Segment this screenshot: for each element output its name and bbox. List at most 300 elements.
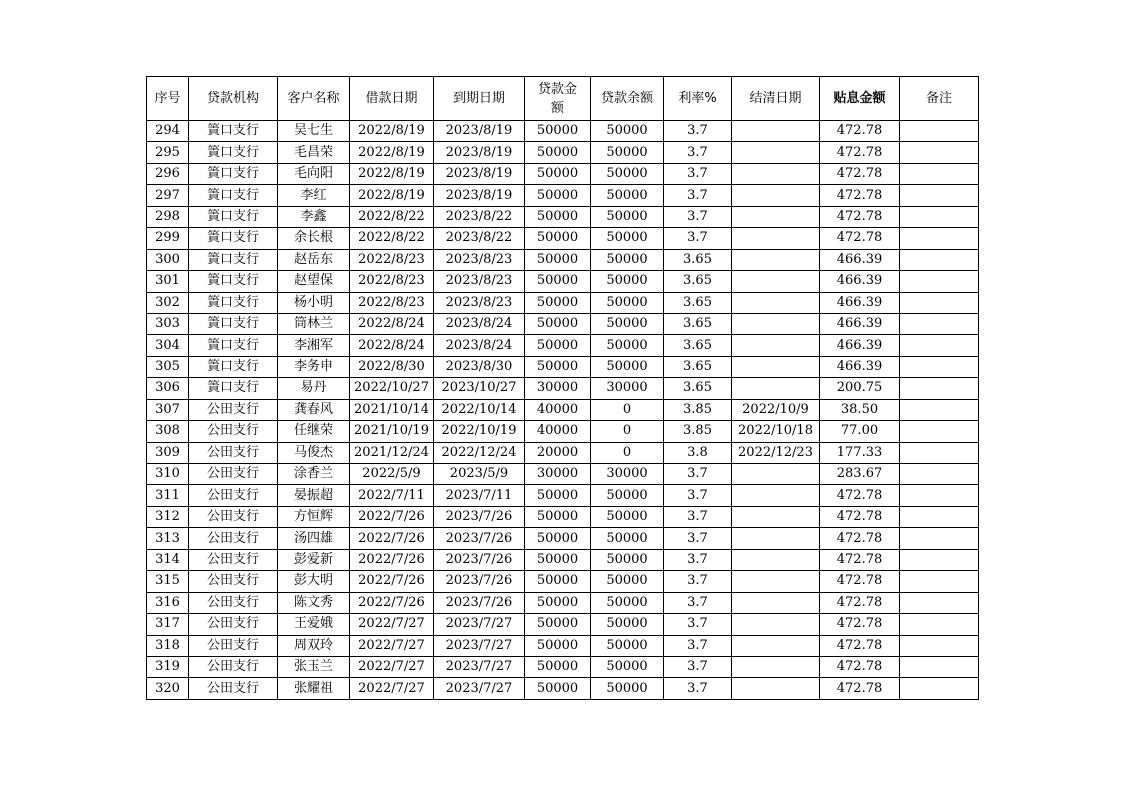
cell-remark bbox=[900, 614, 979, 635]
table-row bbox=[147, 271, 979, 292]
cell-balance: 50000 bbox=[591, 228, 664, 249]
cell-rate: 3.65 bbox=[664, 313, 732, 334]
table-row bbox=[147, 356, 979, 377]
table-row bbox=[147, 335, 979, 356]
table-row bbox=[147, 592, 979, 613]
cell-org: 公田支行 bbox=[189, 442, 278, 463]
cell-org: 公田支行 bbox=[189, 549, 278, 570]
cell-start-date: 2022/7/27 bbox=[350, 678, 434, 699]
cell-customer-name: 汤四雄 bbox=[278, 528, 350, 549]
cell-org: 公田支行 bbox=[189, 678, 278, 699]
cell-amount: 30000 bbox=[525, 378, 591, 399]
cell-rate: 3.7 bbox=[664, 485, 732, 506]
cell-remark bbox=[900, 335, 979, 356]
cell-no: 306 bbox=[147, 378, 189, 399]
cell-amount: 40000 bbox=[525, 399, 591, 420]
cell-org: 篢口支行 bbox=[189, 356, 278, 377]
cell-rate: 3.8 bbox=[664, 442, 732, 463]
table-row bbox=[147, 442, 979, 463]
table-row bbox=[147, 485, 979, 506]
cell-org: 篢口支行 bbox=[189, 249, 278, 270]
cell-remark bbox=[900, 399, 979, 420]
cell-start-date: 2022/8/19 bbox=[350, 121, 434, 142]
cell-customer-name: 筒林兰 bbox=[278, 313, 350, 334]
cell-start-date: 2022/5/9 bbox=[350, 464, 434, 485]
cell-customer-name: 李湘军 bbox=[278, 335, 350, 356]
cell-interest: 77.00 bbox=[820, 421, 900, 442]
cell-remark bbox=[900, 271, 979, 292]
header-clear-date: 结清日期 bbox=[732, 77, 820, 121]
table-row bbox=[147, 549, 979, 570]
cell-no: 307 bbox=[147, 399, 189, 420]
cell-remark bbox=[900, 506, 979, 527]
cell-org: 公田支行 bbox=[189, 464, 278, 485]
cell-rate: 3.65 bbox=[664, 378, 732, 399]
cell-customer-name: 方恒辉 bbox=[278, 506, 350, 527]
loan-interest-table bbox=[146, 76, 979, 700]
cell-interest: 283.67 bbox=[820, 464, 900, 485]
cell-balance: 50000 bbox=[591, 549, 664, 570]
cell-start-date: 2022/8/24 bbox=[350, 335, 434, 356]
table-row bbox=[147, 635, 979, 656]
cell-rate: 3.7 bbox=[664, 592, 732, 613]
cell-org: 公田支行 bbox=[189, 485, 278, 506]
cell-customer-name: 王爱娥 bbox=[278, 614, 350, 635]
cell-no: 309 bbox=[147, 442, 189, 463]
cell-amount: 50000 bbox=[525, 228, 591, 249]
cell-amount: 50000 bbox=[525, 142, 591, 163]
cell-end-date: 2023/7/27 bbox=[434, 614, 525, 635]
cell-interest: 472.78 bbox=[820, 185, 900, 206]
cell-org: 公田支行 bbox=[189, 635, 278, 656]
cell-interest: 472.78 bbox=[820, 206, 900, 227]
cell-customer-name: 彭大明 bbox=[278, 571, 350, 592]
cell-rate: 3.7 bbox=[664, 206, 732, 227]
table-row bbox=[147, 378, 979, 399]
cell-clear-date bbox=[732, 464, 820, 485]
cell-no: 295 bbox=[147, 142, 189, 163]
cell-end-date: 2023/8/19 bbox=[434, 121, 525, 142]
cell-remark bbox=[900, 442, 979, 463]
cell-balance: 50000 bbox=[591, 292, 664, 313]
cell-balance: 50000 bbox=[591, 506, 664, 527]
cell-rate: 3.85 bbox=[664, 399, 732, 420]
cell-org: 公田支行 bbox=[189, 528, 278, 549]
table-row bbox=[147, 185, 979, 206]
table-row bbox=[147, 163, 979, 184]
cell-no: 317 bbox=[147, 614, 189, 635]
cell-start-date: 2022/8/19 bbox=[350, 142, 434, 163]
cell-amount: 50000 bbox=[525, 185, 591, 206]
cell-remark bbox=[900, 485, 979, 506]
cell-customer-name: 陈文秀 bbox=[278, 592, 350, 613]
cell-org: 篢口支行 bbox=[189, 271, 278, 292]
cell-balance: 50000 bbox=[591, 592, 664, 613]
table-row bbox=[147, 313, 979, 334]
cell-clear-date bbox=[732, 506, 820, 527]
cell-balance: 50000 bbox=[591, 335, 664, 356]
cell-end-date: 2023/7/27 bbox=[434, 678, 525, 699]
cell-customer-name: 吴七生 bbox=[278, 121, 350, 142]
header-org: 贷款机构 bbox=[189, 77, 278, 121]
cell-remark bbox=[900, 163, 979, 184]
cell-remark bbox=[900, 549, 979, 570]
cell-interest: 466.39 bbox=[820, 313, 900, 334]
cell-start-date: 2022/7/11 bbox=[350, 485, 434, 506]
cell-clear-date bbox=[732, 592, 820, 613]
cell-balance: 50000 bbox=[591, 528, 664, 549]
cell-clear-date bbox=[732, 549, 820, 570]
cell-remark bbox=[900, 528, 979, 549]
cell-interest: 177.33 bbox=[820, 442, 900, 463]
cell-rate: 3.65 bbox=[664, 356, 732, 377]
cell-balance: 50000 bbox=[591, 313, 664, 334]
cell-clear-date bbox=[732, 228, 820, 249]
header-no: 序号 bbox=[147, 77, 189, 121]
cell-interest: 472.78 bbox=[820, 614, 900, 635]
cell-clear-date bbox=[732, 185, 820, 206]
cell-end-date: 2023/8/19 bbox=[434, 142, 525, 163]
cell-start-date: 2022/8/23 bbox=[350, 271, 434, 292]
cell-remark bbox=[900, 313, 979, 334]
cell-clear-date bbox=[732, 356, 820, 377]
cell-start-date: 2022/8/23 bbox=[350, 249, 434, 270]
cell-remark bbox=[900, 678, 979, 699]
cell-no: 318 bbox=[147, 635, 189, 656]
table-body bbox=[147, 121, 979, 700]
cell-rate: 3.7 bbox=[664, 571, 732, 592]
cell-org: 篢口支行 bbox=[189, 121, 278, 142]
table-row bbox=[147, 506, 979, 527]
table-row bbox=[147, 614, 979, 635]
cell-balance: 50000 bbox=[591, 485, 664, 506]
cell-end-date: 2022/12/24 bbox=[434, 442, 525, 463]
cell-end-date: 2023/7/26 bbox=[434, 592, 525, 613]
cell-balance: 0 bbox=[591, 442, 664, 463]
cell-no: 301 bbox=[147, 271, 189, 292]
table-row bbox=[147, 656, 979, 677]
cell-org: 公田支行 bbox=[189, 571, 278, 592]
cell-no: 297 bbox=[147, 185, 189, 206]
cell-balance: 50000 bbox=[591, 185, 664, 206]
cell-clear-date bbox=[732, 635, 820, 656]
cell-end-date: 2023/8/19 bbox=[434, 185, 525, 206]
cell-start-date: 2022/7/27 bbox=[350, 635, 434, 656]
cell-clear-date bbox=[732, 313, 820, 334]
cell-amount: 50000 bbox=[525, 506, 591, 527]
cell-start-date: 2022/7/26 bbox=[350, 528, 434, 549]
cell-rate: 3.7 bbox=[664, 185, 732, 206]
cell-clear-date: 2022/10/9 bbox=[732, 399, 820, 420]
cell-amount: 50000 bbox=[525, 121, 591, 142]
cell-org: 篢口支行 bbox=[189, 228, 278, 249]
cell-rate: 3.7 bbox=[664, 163, 732, 184]
cell-remark bbox=[900, 121, 979, 142]
cell-end-date: 2023/7/26 bbox=[434, 528, 525, 549]
cell-start-date: 2021/10/19 bbox=[350, 421, 434, 442]
cell-clear-date bbox=[732, 271, 820, 292]
cell-customer-name: 张耀祖 bbox=[278, 678, 350, 699]
cell-org: 公田支行 bbox=[189, 656, 278, 677]
cell-interest: 466.39 bbox=[820, 249, 900, 270]
cell-no: 300 bbox=[147, 249, 189, 270]
cell-customer-name: 晏振超 bbox=[278, 485, 350, 506]
cell-end-date: 2022/10/14 bbox=[434, 399, 525, 420]
cell-customer-name: 赵岳东 bbox=[278, 249, 350, 270]
cell-amount: 50000 bbox=[525, 571, 591, 592]
cell-clear-date bbox=[732, 485, 820, 506]
cell-end-date: 2022/10/19 bbox=[434, 421, 525, 442]
header-name: 客户名称 bbox=[278, 77, 350, 121]
cell-customer-name: 周双玲 bbox=[278, 635, 350, 656]
cell-end-date: 2023/10/27 bbox=[434, 378, 525, 399]
cell-customer-name: 李红 bbox=[278, 185, 350, 206]
cell-start-date: 2022/7/26 bbox=[350, 592, 434, 613]
cell-amount: 50000 bbox=[525, 592, 591, 613]
cell-customer-name: 龚春风 bbox=[278, 399, 350, 420]
cell-clear-date bbox=[732, 378, 820, 399]
table-row bbox=[147, 399, 979, 420]
cell-clear-date bbox=[732, 163, 820, 184]
cell-no: 312 bbox=[147, 506, 189, 527]
cell-remark bbox=[900, 421, 979, 442]
cell-balance: 0 bbox=[591, 421, 664, 442]
cell-amount: 50000 bbox=[525, 163, 591, 184]
cell-balance: 50000 bbox=[591, 163, 664, 184]
cell-end-date: 2023/8/22 bbox=[434, 206, 525, 227]
table-row bbox=[147, 142, 979, 163]
cell-rate: 3.65 bbox=[664, 249, 732, 270]
cell-customer-name: 毛向阳 bbox=[278, 163, 350, 184]
cell-remark bbox=[900, 206, 979, 227]
cell-start-date: 2021/10/14 bbox=[350, 399, 434, 420]
cell-clear-date: 2022/12/23 bbox=[732, 442, 820, 463]
cell-start-date: 2022/8/19 bbox=[350, 185, 434, 206]
cell-end-date: 2023/8/23 bbox=[434, 271, 525, 292]
header-start-date: 借款日期 bbox=[350, 77, 434, 121]
cell-amount: 50000 bbox=[525, 635, 591, 656]
cell-no: 299 bbox=[147, 228, 189, 249]
cell-org: 篢口支行 bbox=[189, 313, 278, 334]
cell-customer-name: 马俊杰 bbox=[278, 442, 350, 463]
cell-rate: 3.85 bbox=[664, 421, 732, 442]
cell-interest: 472.78 bbox=[820, 121, 900, 142]
cell-start-date: 2022/8/23 bbox=[350, 292, 434, 313]
cell-balance: 50000 bbox=[591, 656, 664, 677]
cell-amount: 20000 bbox=[525, 442, 591, 463]
cell-customer-name: 毛昌荣 bbox=[278, 142, 350, 163]
cell-interest: 472.78 bbox=[820, 635, 900, 656]
cell-interest: 466.39 bbox=[820, 356, 900, 377]
cell-start-date: 2022/7/27 bbox=[350, 614, 434, 635]
cell-amount: 50000 bbox=[525, 356, 591, 377]
header-end-date: 到期日期 bbox=[434, 77, 525, 121]
cell-end-date: 2023/7/26 bbox=[434, 549, 525, 570]
cell-org: 篢口支行 bbox=[189, 335, 278, 356]
cell-balance: 50000 bbox=[591, 206, 664, 227]
cell-end-date: 2023/7/27 bbox=[434, 635, 525, 656]
cell-interest: 472.78 bbox=[820, 228, 900, 249]
cell-customer-name: 李鑫 bbox=[278, 206, 350, 227]
table-row bbox=[147, 121, 979, 142]
cell-rate: 3.7 bbox=[664, 614, 732, 635]
table-row bbox=[147, 249, 979, 270]
cell-clear-date bbox=[732, 292, 820, 313]
cell-remark bbox=[900, 464, 979, 485]
cell-rate: 3.7 bbox=[664, 228, 732, 249]
cell-start-date: 2022/8/24 bbox=[350, 313, 434, 334]
cell-remark bbox=[900, 635, 979, 656]
cell-interest: 466.39 bbox=[820, 335, 900, 356]
cell-rate: 3.65 bbox=[664, 271, 732, 292]
cell-amount: 50000 bbox=[525, 614, 591, 635]
table-header-row bbox=[147, 77, 979, 121]
cell-org: 公田支行 bbox=[189, 421, 278, 442]
cell-no: 308 bbox=[147, 421, 189, 442]
cell-interest: 472.78 bbox=[820, 528, 900, 549]
cell-rate: 3.65 bbox=[664, 335, 732, 356]
header-balance: 贷款余额 bbox=[591, 77, 664, 121]
cell-org: 篢口支行 bbox=[189, 163, 278, 184]
cell-amount: 50000 bbox=[525, 656, 591, 677]
cell-no: 298 bbox=[147, 206, 189, 227]
cell-interest: 472.78 bbox=[820, 549, 900, 570]
cell-amount: 50000 bbox=[525, 485, 591, 506]
cell-balance: 50000 bbox=[591, 142, 664, 163]
cell-clear-date bbox=[732, 249, 820, 270]
table-row bbox=[147, 421, 979, 442]
cell-no: 302 bbox=[147, 292, 189, 313]
cell-interest: 466.39 bbox=[820, 271, 900, 292]
cell-rate: 3.7 bbox=[664, 506, 732, 527]
cell-start-date: 2022/10/27 bbox=[350, 378, 434, 399]
cell-balance: 50000 bbox=[591, 356, 664, 377]
cell-remark bbox=[900, 592, 979, 613]
cell-start-date: 2022/8/30 bbox=[350, 356, 434, 377]
cell-amount: 50000 bbox=[525, 292, 591, 313]
cell-end-date: 2023/8/24 bbox=[434, 335, 525, 356]
cell-amount: 30000 bbox=[525, 464, 591, 485]
cell-no: 315 bbox=[147, 571, 189, 592]
cell-amount: 50000 bbox=[525, 549, 591, 570]
cell-end-date: 2023/7/27 bbox=[434, 656, 525, 677]
cell-remark bbox=[900, 228, 979, 249]
cell-end-date: 2023/8/30 bbox=[434, 356, 525, 377]
cell-amount: 50000 bbox=[525, 335, 591, 356]
cell-start-date: 2022/7/26 bbox=[350, 571, 434, 592]
cell-customer-name: 杨小明 bbox=[278, 292, 350, 313]
cell-interest: 472.78 bbox=[820, 485, 900, 506]
cell-balance: 30000 bbox=[591, 464, 664, 485]
cell-rate: 3.65 bbox=[664, 292, 732, 313]
cell-org: 篢口支行 bbox=[189, 292, 278, 313]
table-row bbox=[147, 292, 979, 313]
cell-balance: 30000 bbox=[591, 378, 664, 399]
cell-clear-date bbox=[732, 121, 820, 142]
table-row bbox=[147, 464, 979, 485]
cell-remark bbox=[900, 378, 979, 399]
cell-interest: 472.78 bbox=[820, 506, 900, 527]
cell-customer-name: 赵望保 bbox=[278, 271, 350, 292]
cell-org: 公田支行 bbox=[189, 399, 278, 420]
cell-rate: 3.7 bbox=[664, 549, 732, 570]
header-interest: 贴息金额 bbox=[820, 77, 900, 121]
cell-balance: 50000 bbox=[591, 249, 664, 270]
cell-no: 320 bbox=[147, 678, 189, 699]
cell-rate: 3.7 bbox=[664, 121, 732, 142]
cell-interest: 472.78 bbox=[820, 571, 900, 592]
cell-balance: 50000 bbox=[591, 121, 664, 142]
cell-no: 304 bbox=[147, 335, 189, 356]
cell-remark bbox=[900, 142, 979, 163]
cell-end-date: 2023/5/9 bbox=[434, 464, 525, 485]
cell-clear-date bbox=[732, 528, 820, 549]
table-row bbox=[147, 528, 979, 549]
cell-no: 294 bbox=[147, 121, 189, 142]
cell-amount: 50000 bbox=[525, 271, 591, 292]
cell-org: 公田支行 bbox=[189, 614, 278, 635]
cell-customer-name: 李务申 bbox=[278, 356, 350, 377]
cell-clear-date bbox=[732, 571, 820, 592]
cell-no: 316 bbox=[147, 592, 189, 613]
cell-customer-name: 任继荣 bbox=[278, 421, 350, 442]
cell-end-date: 2023/7/11 bbox=[434, 485, 525, 506]
cell-org: 公田支行 bbox=[189, 506, 278, 527]
cell-amount: 40000 bbox=[525, 421, 591, 442]
cell-start-date: 2021/12/24 bbox=[350, 442, 434, 463]
cell-no: 319 bbox=[147, 656, 189, 677]
cell-no: 311 bbox=[147, 485, 189, 506]
cell-org: 公田支行 bbox=[189, 592, 278, 613]
cell-balance: 50000 bbox=[591, 678, 664, 699]
cell-remark bbox=[900, 185, 979, 206]
cell-interest: 38.50 bbox=[820, 399, 900, 420]
cell-start-date: 2022/8/19 bbox=[350, 163, 434, 184]
cell-end-date: 2023/8/23 bbox=[434, 292, 525, 313]
header-rate: 利率% bbox=[664, 77, 732, 121]
cell-end-date: 2023/8/24 bbox=[434, 313, 525, 334]
table-row bbox=[147, 678, 979, 699]
cell-interest: 200.75 bbox=[820, 378, 900, 399]
cell-customer-name: 张玉兰 bbox=[278, 656, 350, 677]
cell-balance: 50000 bbox=[591, 614, 664, 635]
cell-interest: 466.39 bbox=[820, 292, 900, 313]
table-row bbox=[147, 571, 979, 592]
cell-start-date: 2022/7/26 bbox=[350, 549, 434, 570]
cell-balance: 50000 bbox=[591, 271, 664, 292]
cell-start-date: 2022/7/27 bbox=[350, 656, 434, 677]
cell-remark bbox=[900, 571, 979, 592]
cell-balance: 50000 bbox=[591, 635, 664, 656]
cell-end-date: 2023/8/19 bbox=[434, 163, 525, 184]
cell-amount: 50000 bbox=[525, 678, 591, 699]
cell-balance: 0 bbox=[591, 399, 664, 420]
cell-clear-date bbox=[732, 142, 820, 163]
cell-clear-date bbox=[732, 335, 820, 356]
cell-remark bbox=[900, 249, 979, 270]
cell-balance: 50000 bbox=[591, 571, 664, 592]
cell-end-date: 2023/7/26 bbox=[434, 506, 525, 527]
cell-no: 313 bbox=[147, 528, 189, 549]
cell-clear-date bbox=[732, 206, 820, 227]
cell-org: 篢口支行 bbox=[189, 185, 278, 206]
cell-clear-date bbox=[732, 678, 820, 699]
cell-clear-date: 2022/10/18 bbox=[732, 421, 820, 442]
cell-amount: 50000 bbox=[525, 249, 591, 270]
cell-org: 篢口支行 bbox=[189, 142, 278, 163]
cell-interest: 472.78 bbox=[820, 678, 900, 699]
cell-remark bbox=[900, 356, 979, 377]
